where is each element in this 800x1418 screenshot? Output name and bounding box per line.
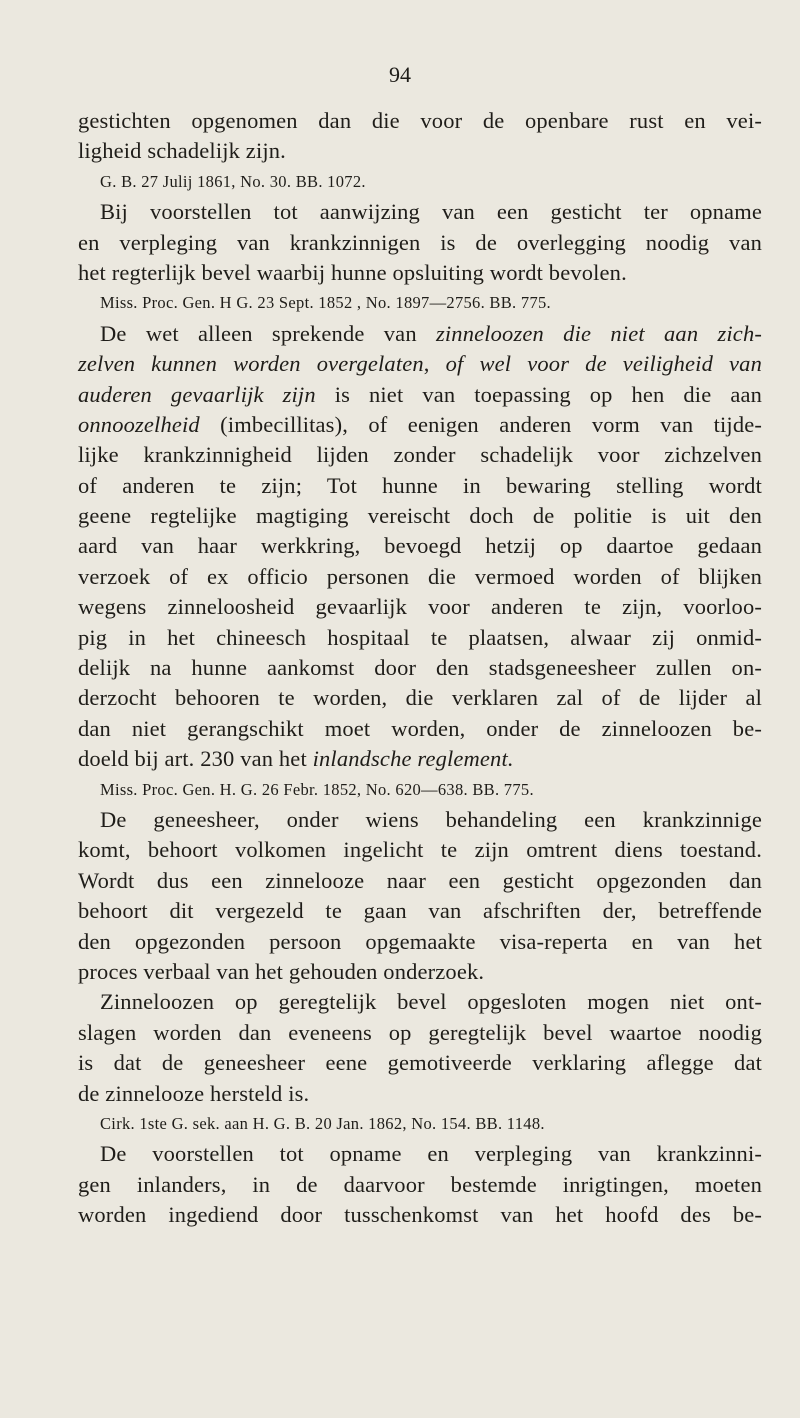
text-line: slagen worden dan eveneens op geregtelijk bevel waartoe noodig	[78, 1019, 762, 1045]
text-line: ligheid schadelijk zijn.	[78, 138, 286, 164]
text-line: en verpleging van krankzinnigen is de overlegging noodig van	[78, 229, 762, 255]
text-line: De voorstellen tot opname en verpleging van krankzinni-	[100, 1141, 762, 1167]
text-line: onnoozelheid (imbecillitas), of eenigen anderen vorm van tijde-	[78, 411, 762, 437]
text-line: aard van haar werkkring, bevoegd hetzij op daartoe gedaan	[78, 533, 762, 559]
text-line: verzoek of ex officio personen die vermoed worden of blijken	[78, 563, 762, 589]
text-line: het regterlijk bevel waarbij hunne opsluiting wordt bevolen.	[78, 259, 627, 285]
reference-line: Miss. Proc. Gen. H G. 23 Sept. 1852 , No. 1897—2756. BB. 775.	[100, 293, 551, 313]
text-line: auderen gevaarlijk zijn is niet van toepassing op hen die aan	[78, 381, 762, 407]
text-line: de zinnelooze hersteld is.	[78, 1080, 310, 1106]
text-line: De geneesheer, onder wiens behandeling een krankzinnige	[100, 806, 762, 832]
text-line: gestichten opgenomen dan die voor de openbare rust en vei-	[78, 108, 762, 133]
text-line: Bij voorstellen tot aanwijzing van een gesticht ter opname	[100, 199, 762, 225]
page-number: 94	[389, 62, 411, 87]
text-line: gen inlanders, in de daarvoor bestemde inrigtingen, moeten	[78, 1171, 762, 1197]
text-line: doeld bij art. 230 van het inlandsche reglement.	[78, 746, 514, 772]
text-line: delijk na hunne aankomst door den stadsgeneesheer zullen on-	[78, 655, 762, 681]
text-line: proces verbaal van het gehouden onderzoek.	[78, 958, 485, 984]
text-line: derzocht behooren te worden, die verklaren zal of de lijder al	[78, 685, 762, 711]
text-line: Zinneloozen op geregtelijk bevel opgesloten mogen niet ont-	[100, 989, 762, 1015]
text-line: komt, behoort volkomen ingelicht te zijn omtrent diens toestand.	[78, 837, 762, 863]
reference-line: Cirk. 1ste G. sek. aan H. G. B. 20 Jan. 1862, No. 154. BB. 1148.	[100, 1113, 545, 1133]
text-line: wegens zinneloosheid gevaarlijk voor anderen te zijn, voorloo-	[78, 594, 762, 620]
text-line: worden ingediend door tusschenkomst van het hoofd des be-	[78, 1202, 762, 1228]
text-line: pig in het chineesch hospitaal te plaatsen, alwaar zij onmid-	[78, 624, 762, 650]
text-line: dan niet gerangschikt moet worden, onder de zinneloozen be-	[78, 715, 762, 741]
reference-line: G. B. 27 Julij 1861, No. 30. BB. 1072.	[100, 171, 366, 191]
text-line: is dat de geneesheer eene gemotiveerde verklaring aflegge dat	[78, 1050, 762, 1076]
text-line: zelven kunnen worden overgelaten, of wel voor de veiligheid van	[78, 351, 762, 377]
text-line: De wet alleen sprekende van zinneloozen die niet aan zich-	[100, 320, 762, 346]
text-line: Wordt dus een zinnelooze naar een gesticht opgezonden dan	[78, 867, 762, 893]
text-line: behoort dit vergezeld te gaan van afschriften der, betreffende	[78, 898, 762, 924]
text-line: den opgezonden persoon opgemaakte visa-reperta en van het	[78, 928, 762, 954]
reference-line: Miss. Proc. Gen. H. G. 26 Febr. 1852, No. 620—638. BB. 775.	[100, 779, 534, 799]
text-line: of anderen te zijn; Tot hunne in bewaring stelling wordt	[78, 472, 762, 498]
body-text	[78, 106, 762, 1230]
text-line: lijke krankzinnigheid lijden zonder schadelijk voor zichzelven	[78, 442, 762, 468]
text-line: geene regtelijke magtiging vereischt doch de politie is uit den	[78, 503, 762, 529]
